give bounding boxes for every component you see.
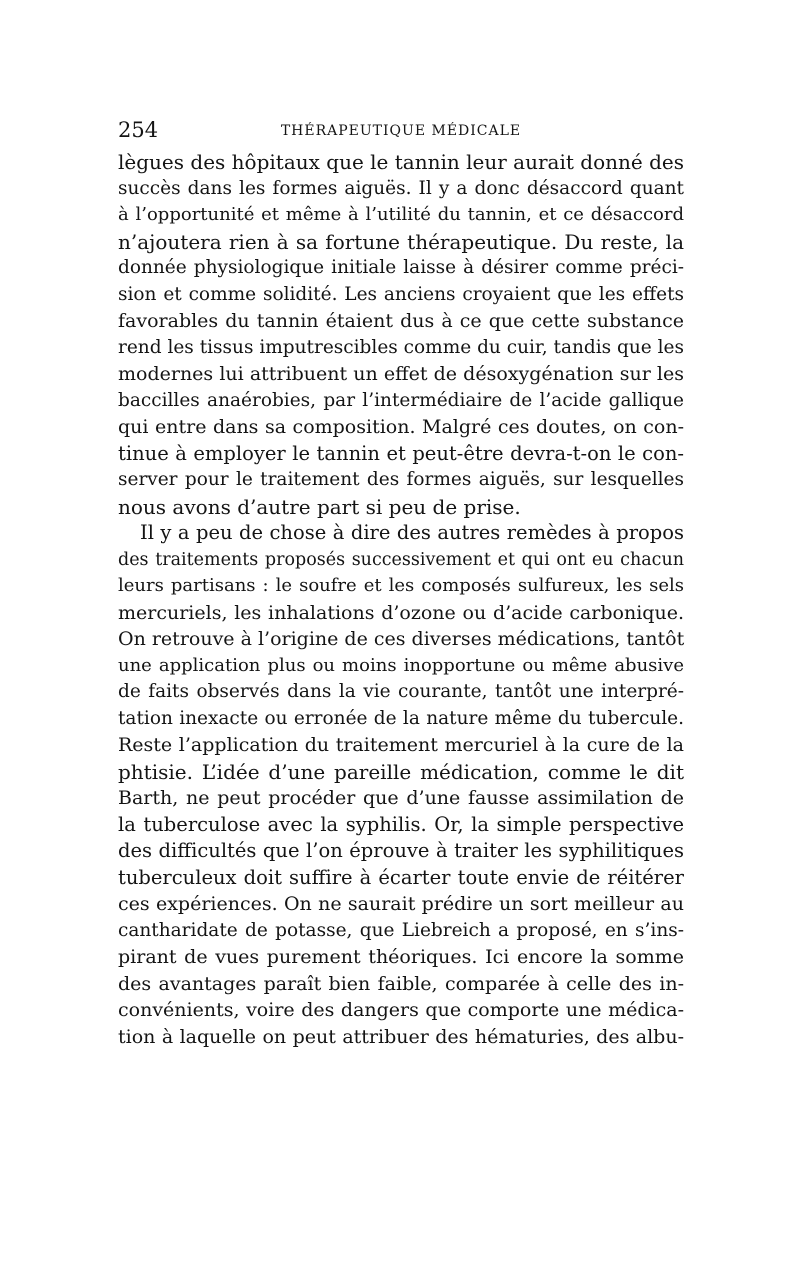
- text-line: mercuriels, les inhalations d’ozone ou d’acide carbonique.: [118, 601, 684, 624]
- running-title: THÉRAPEUTIQUE MÉDICALE: [280, 123, 522, 139]
- text-line: de faits observés dans la vie courante, tantôt une interpré-: [118, 681, 684, 702]
- page-header: [118, 115, 684, 145]
- paragraph-last-line: nous avons d’autre part si peu de prise.: [118, 494, 521, 519]
- text-line: modernes lui attribuent un effet de désoxygénation sur les: [118, 363, 684, 385]
- text-line: tuberculeux doit suffire à écarter toute envie de réitérer: [118, 865, 684, 889]
- text-line: donnée physiologique initiale laisse à désirer comme préci-: [118, 257, 684, 278]
- body-text: [118, 149, 684, 1050]
- text-line: n’ajoutera rien à sa fortune thérapeutique. Du reste, la: [118, 229, 684, 254]
- text-line: pirant de vues purement théoriques. Ici encore la somme: [118, 946, 684, 968]
- text-line: phtisie. L’idée d’une pareille médication, comme le dit: [118, 759, 684, 784]
- text-line: rend les tissus imputrescibles comme du cuir, tandis que les: [118, 336, 684, 358]
- text-line: Barth, ne peut procéder que d’une fausse assimilation de: [118, 787, 684, 809]
- text-line: convénients, voire des dangers que comporte une médica-: [118, 999, 684, 1021]
- text-line: tion à laquelle on peut attribuer des hématuries, des albu-: [118, 1025, 684, 1048]
- text-line: des difficultés que l’on éprouve à traiter les syphilitiques: [118, 839, 684, 862]
- text-line: tinue à employer le tannin et peut-être devra-t-on le con-: [118, 441, 684, 465]
- text-line: On retrouve à l’origine de ces diverses médications, tantôt: [118, 628, 685, 650]
- text-line: la tuberculose avec la syphilis. Or, la simple perspective: [118, 812, 684, 836]
- text-line: baccilles anaérobies, par l’intermédiaire de l’acide gallique: [118, 389, 684, 411]
- text-line: à l’opportunité et même à l’utilité du tannin, et ce désaccord: [118, 204, 684, 225]
- text-line: des traitements proposés successivement et qui ont eu chacun: [118, 549, 684, 570]
- text-line: favorables du tannin étaient dus à ce que cette substance: [118, 310, 684, 332]
- text-line: lègues des hôpitaux que le tannin leur aurait donné des: [118, 150, 684, 174]
- text-line: tation inexacte ou erronée de la nature même du tubercule.: [118, 707, 684, 729]
- paragraph-first-line: Il y a peu de chose à dire des autres remèdes à propos: [140, 521, 684, 544]
- text-line: ces expériences. On ne saurait prédire un sort meilleur au: [118, 893, 684, 915]
- text-line: leurs partisans : le soufre et les composés sulfureux, les sels: [118, 575, 684, 596]
- text-line: succès dans les formes aiguës. Il y a donc désaccord quant: [118, 177, 684, 199]
- text-line: une application plus ou moins inopportune ou même abusive: [118, 654, 684, 676]
- text-line: des avantages paraît bien faible, comparée à celle des in-: [118, 972, 684, 995]
- page-number: 254: [118, 118, 159, 142]
- text-line: qui entre dans sa composition. Malgré ces doutes, on con-: [118, 416, 684, 438]
- text-line: Reste l’application du traitement mercuriel à la cure de la: [118, 734, 684, 756]
- text-line: cantharidate de potasse, que Liebreich a proposé, en s’ins-: [118, 919, 684, 941]
- text-line: sion et comme solidité. Les anciens croyaient que les effets: [118, 283, 684, 305]
- text-line: server pour le traitement des formes aiguës, sur lesquelles: [118, 469, 684, 490]
